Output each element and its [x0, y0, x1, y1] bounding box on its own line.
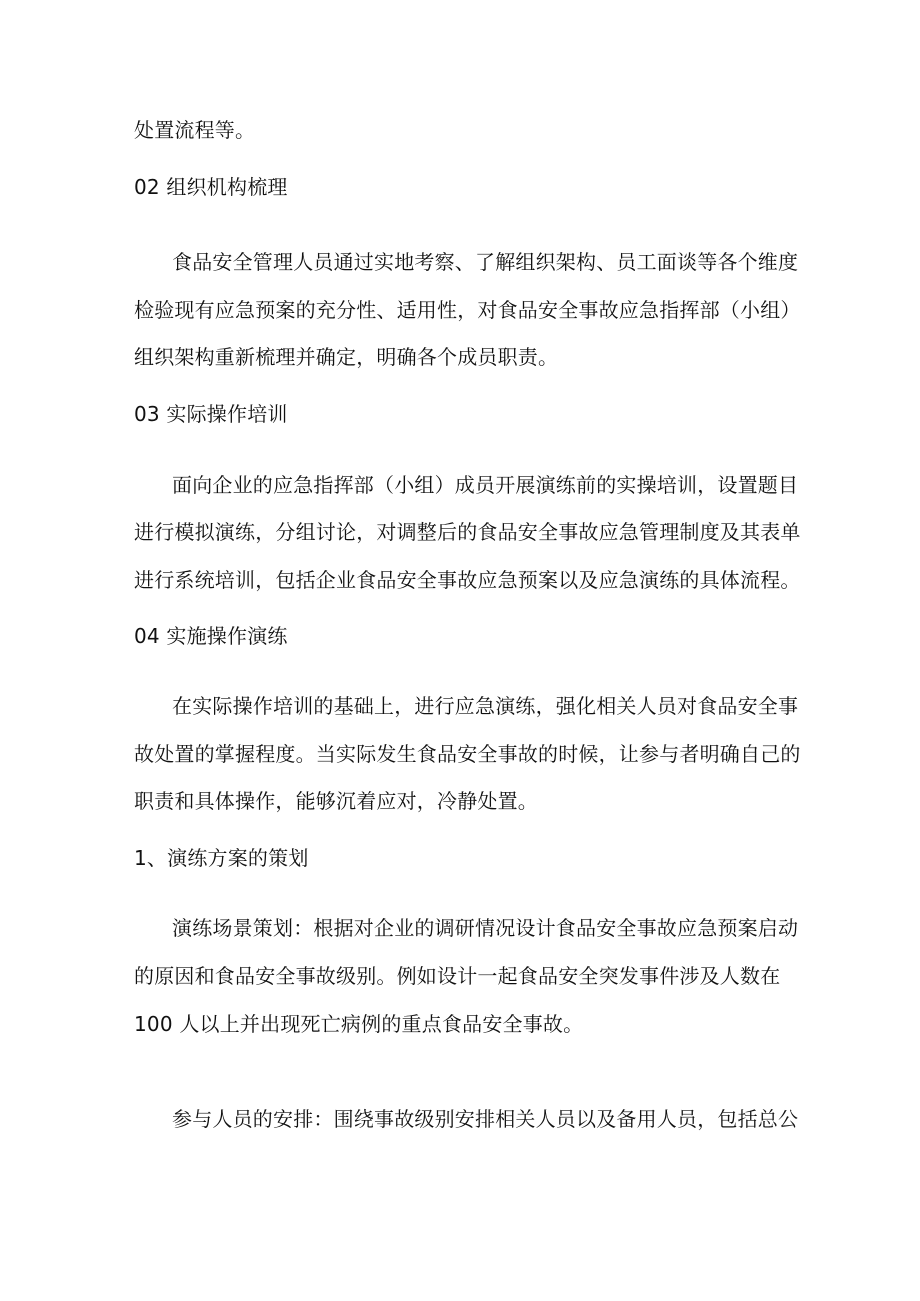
paragraph-line: 在实际操作培训的基础上，进行应急演练，强化相关人员对食品安全事 — [172, 694, 799, 718]
section-heading-04: 04 实施操作演练 — [134, 624, 288, 648]
paragraph-line: 处置流程等。 — [134, 118, 256, 142]
paragraph-line: 食品安全管理人员通过实地考察、了解组织架构、员工面谈等各个维度 — [172, 250, 799, 274]
paragraph-line: 组织架构重新梳理并确定，明确各个成员职责。 — [134, 345, 559, 369]
section-heading-03: 03 实际操作培训 — [134, 402, 288, 426]
paragraph-line: 进行模拟演练，分组讨论，对调整后的食品安全事故应急管理制度及其表单 — [134, 520, 801, 544]
paragraph-line: 故处置的掌握程度。当实际发生食品安全事故的时候，让参与者明确自己的 — [134, 742, 801, 766]
paragraph-line: 职责和具体操作，能够沉着应对，冷静处置。 — [134, 789, 538, 813]
section-heading-02: 02 组织机构梳理 — [134, 175, 288, 199]
paragraph-line: 检验现有应急预案的充分性、适用性，对食品安全事故应急指挥部（小组） — [134, 298, 801, 322]
paragraph-line: 演练场景策划：根据对企业的调研情况设计食品安全事故应急预案启动 — [172, 916, 799, 940]
paragraph-line: 参与人员的安排：围绕事故级别安排相关人员以及备用人员，包括总公 — [172, 1107, 799, 1131]
paragraph-line: 的原因和食品安全事故级别。例如设计一起食品安全突发事件涉及人数在 — [134, 964, 781, 988]
section-heading-1: 1、演练方案的策划 — [134, 846, 309, 870]
paragraph-line: 进行系统培训，包括企业食品安全事故应急预案以及应急演练的具体流程。 — [134, 568, 801, 592]
paragraph-line: 100 人以上并出现死亡病例的重点食品安全事故。 — [134, 1012, 584, 1036]
paragraph-line: 面向企业的应急指挥部（小组）成员开展演练前的实操培训，设置题目 — [172, 473, 799, 497]
